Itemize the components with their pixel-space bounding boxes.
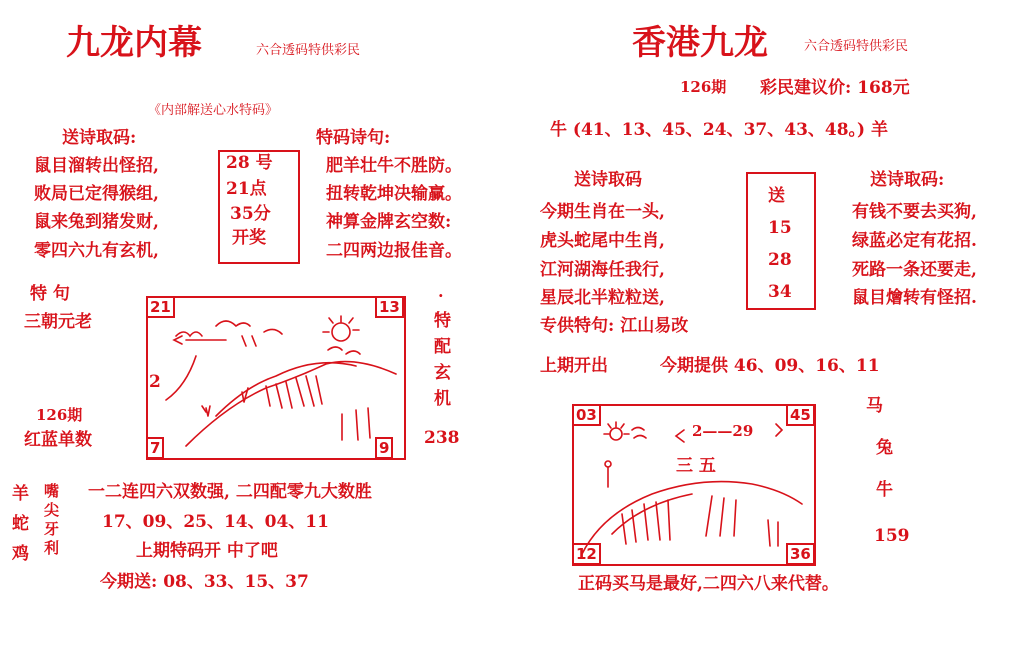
send-box-item: 送 [768, 186, 785, 206]
special-phrase-label: 特 句 [30, 284, 70, 304]
corner-number: 7 [146, 437, 164, 459]
red-blue-label: 红蓝单数 [24, 430, 92, 450]
right-bottom-line: 正码买马是最好,二四六八来代替。 [578, 574, 839, 594]
right-poem-line-2: 死路一条还要走, [852, 260, 977, 280]
pointed-item: 利 [44, 539, 60, 557]
right-special-phrase: 专供特句: 江山易改 [540, 316, 689, 336]
corner-number: 36 [786, 543, 815, 565]
numbers-line: 17、09、25、14、04、11 [102, 512, 329, 532]
picture-text: 三 五 [676, 456, 716, 476]
send-line: 今期送: 08、33、15、37 [100, 572, 309, 592]
right-poem-line: 江河湖海任我行, [540, 260, 665, 280]
zodiac-item: 鸡 [12, 544, 29, 564]
right-side-value: 159 [874, 526, 910, 546]
right-poem-line-2: 有钱不要去买狗, [852, 202, 977, 222]
left-poem-line: 零四六九有玄机, [34, 241, 159, 261]
corner-number: 21 [146, 296, 175, 318]
left-special-line: 扭转乾坤决输赢。 [326, 184, 462, 204]
corner-number: 12 [572, 543, 601, 565]
corner-number: 9 [375, 437, 393, 459]
pointed-item: 嘴 [44, 482, 60, 500]
send-box-item: 34 [768, 282, 792, 302]
left-send-poem-label: 送诗取码: [62, 128, 137, 148]
corner-number: 13 [375, 296, 404, 318]
right-title: 香港九龙 [632, 23, 768, 63]
draw-time-line: 开奖 [232, 228, 266, 248]
hint-line: 一二连四六双数强, 二四配零九大数胜 [88, 482, 372, 502]
left-special-line: 肥羊壮牛不胜防。 [326, 156, 462, 176]
picture-number: 2 [149, 372, 161, 392]
right-zodiac-item: 兔 [876, 438, 893, 458]
price: 彩民建议价: 168元 [760, 78, 910, 98]
left-title: 九龙内幕 [66, 23, 202, 63]
left-poem-line: 鼠目溜转出怪招, [34, 156, 159, 176]
right-send-poem-label: 送诗取码 [574, 170, 642, 190]
left-tagline: 《内部解送心水特码》 [148, 103, 279, 118]
draw-time-line: 35分 [230, 204, 271, 224]
right-zodiac-item: 牛 [876, 480, 893, 500]
send-box-item: 28 [768, 250, 792, 270]
right-poem-line: 星辰北半粒粒送, [540, 288, 665, 308]
ox-sheep-numbers: 牛 (41、13、45、24、37、43、48。) 羊 [550, 120, 889, 140]
right-send-poem-label-2: 送诗取码: [870, 170, 945, 190]
right-subtitle: 六合透码特供彩民 [804, 39, 909, 54]
left-special-line: 二四两边报佳音。 [326, 241, 462, 261]
right-poem-line: 虎头蛇尾中生肖, [540, 231, 665, 251]
left-issue: 126期 [36, 406, 83, 424]
left-poem-line: 鼠来兔到猪发财, [34, 212, 159, 232]
side-vertical-text: 特配玄机 [434, 311, 451, 409]
send-box-item: 15 [768, 218, 792, 238]
special-phrase: 三朝元老 [24, 312, 92, 332]
left-special-poem-label: 特码诗句: [316, 128, 391, 148]
draw-time-line: 28 号 [226, 153, 273, 173]
right-poem-line: 今期生肖在一头, [540, 202, 665, 222]
zodiac-item: 蛇 [12, 514, 29, 534]
picture-range: 2——29 [692, 422, 754, 440]
landscape-sketch-icon [146, 296, 402, 456]
this-issue-numbers: 今期提供 46、09、16、11 [660, 356, 880, 376]
draw-time-line: 21点 [226, 179, 267, 199]
right-zodiac-item: 马 [866, 396, 883, 416]
right-poem-line-2: 绿蓝必定有花招. [852, 231, 977, 251]
left-special-line: 神算金牌玄空数: [326, 212, 452, 232]
pointed-item: 牙 [44, 520, 60, 538]
left-poem-line: 败局已定得猴组, [34, 184, 159, 204]
left-subtitle: 六合透码特供彩民 [256, 43, 361, 58]
right-issue: 126期 [680, 78, 727, 96]
red-blue-value: 238 [424, 428, 460, 448]
corner-number: 03 [572, 404, 601, 426]
mountain-sketch-icon [572, 404, 812, 562]
right-poem-line-2: 鼠目燴转有怪招. [852, 288, 977, 308]
zodiac-item: 羊 [12, 484, 29, 504]
last-open-label: 上期开出 [540, 356, 608, 376]
corner-number: 45 [786, 404, 815, 426]
last-issue-line: 上期特码开 中了吧 [136, 541, 278, 561]
dot-mark: · [438, 286, 444, 305]
pointed-item: 尖 [44, 501, 60, 519]
